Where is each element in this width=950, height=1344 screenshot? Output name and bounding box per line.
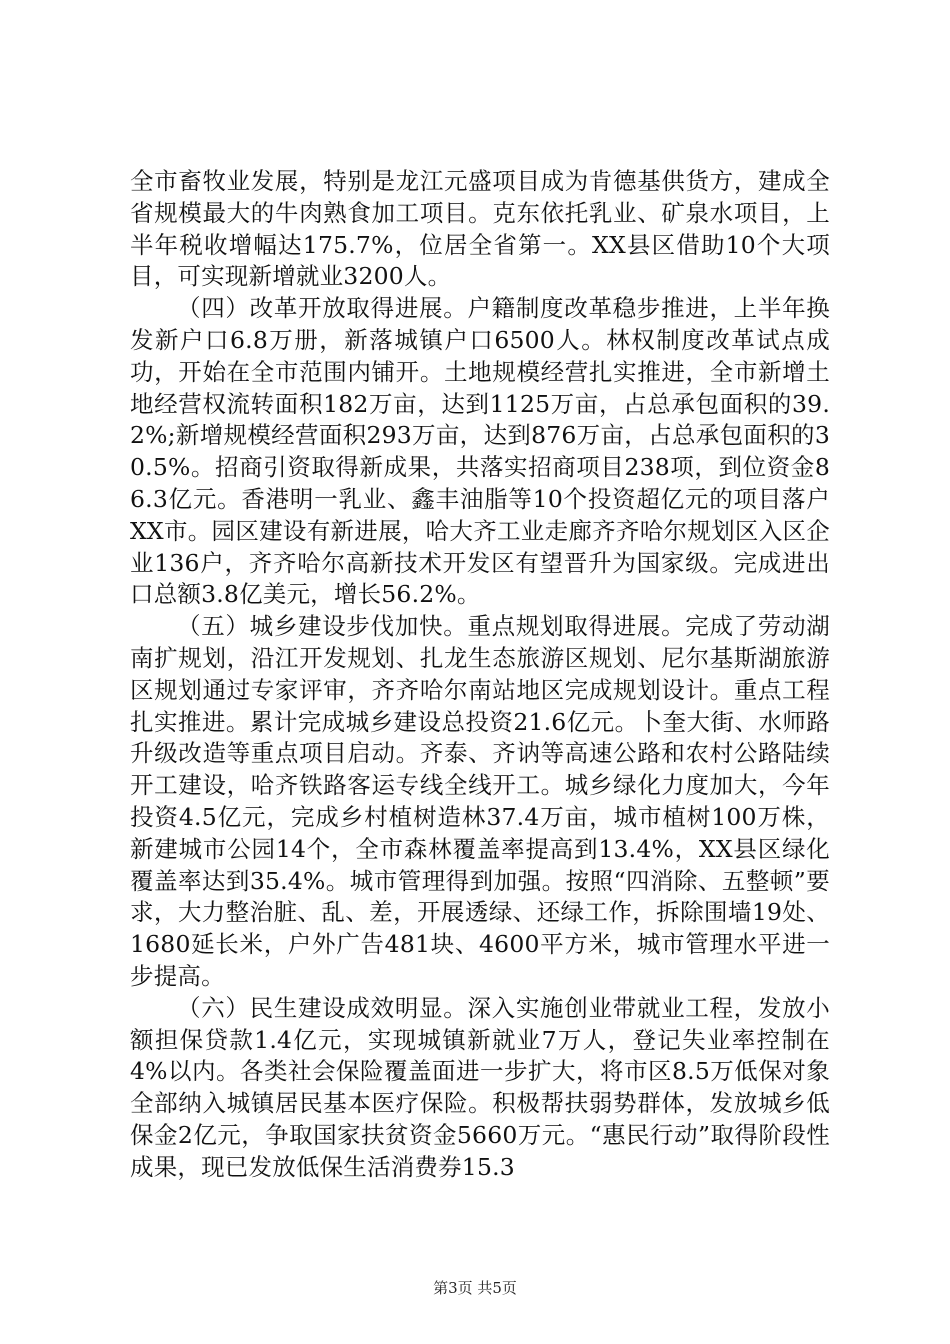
document-body: [130, 166, 830, 1184]
paragraph-reform-opening: （四）改革开放取得进展。户籍制度改革稳步推进，上半年换发新户口6.8万册，新落城镇户口6500人。林权制度改革试点成功，开始在全市范围内铺开。土地规模经营扎实推进，全市新增土地经营权流转面积182万亩，达到1125万亩，占总承包面积的39.2%;新增规模经营面积293万亩，达到876万亩，占总承包面积的30.5%。招商引资取得新成果，共落实招商项目238项，到位资金86.3亿元。香港明一乳业、鑫丰油脂等10个投资超亿元的项目落户XX市。园区建设有新进展，哈大齐工业走廊齐齐哈尔规划区入区企业136户，齐齐哈尔高新技术开发区有望晋升为国家级。完成进出口总额3.8亿美元，增长56.2%。: [130, 294, 830, 609]
paragraph-continuation: 全市畜牧业发展，特别是龙江元盛项目成为肯德基供货方，建成全省规模最大的牛肉熟食加工项目。克东依托乳业、矿泉水项目，上半年税收增幅达175.7%，位居全省第一。XX县区借助10个大项目，可实现新增就业3200人。: [130, 167, 830, 291]
paragraph-livelihood: （六）民生建设成效明显。深入实施创业带就业工程，发放小额担保贷款1.4亿元，实现城镇新就业7万人，登记失业率控制在4%以内。各类社会保险覆盖面进一步扩大，将市区8.5万低保对象全部纳入城镇居民基本医疗保险。积极帮扶弱势群体，发放城乡低保金2亿元，争取国家扶贫资金5660万元。“惠民行动”取得阶段性成果，现已发放低保生活消费券15.3: [130, 993, 830, 1181]
page-footer: 第3页 共5页: [433, 1279, 517, 1297]
paragraph-urban-rural-construction: （五）城乡建设步伐加快。重点规划取得进展。完成了劳动湖南扩规划，沿江开发规划、扎龙生态旅游区规划、尼尔基斯湖旅游区规划通过专家评审，齐齐哈尔南站地区完成规划设计。重点工程扎实推进。累计完成城乡建设总投资21.6亿元。卜奎大街、水师路升级改造等重点项目启动。齐泰、齐讷等高速公路和农村公路陆续开工建设，哈齐铁路客运专线全线开工。城乡绿化力度加大，今年投资4.5亿元，完成乡村植树造林37.4万亩，城市植树100万株，新建城市公园14个，全市森林覆盖率提高到13.4%，XX县区绿化覆盖率达到35.4%。城市管理得到加强。按照“四消除、五整顿”要求，大力整治脏、乱、差，开展透绿、还绿工作，拆除围墙19处、1680延长米，户外广告481块、4600平方米，城市管理水平进一步提高。: [130, 612, 830, 990]
